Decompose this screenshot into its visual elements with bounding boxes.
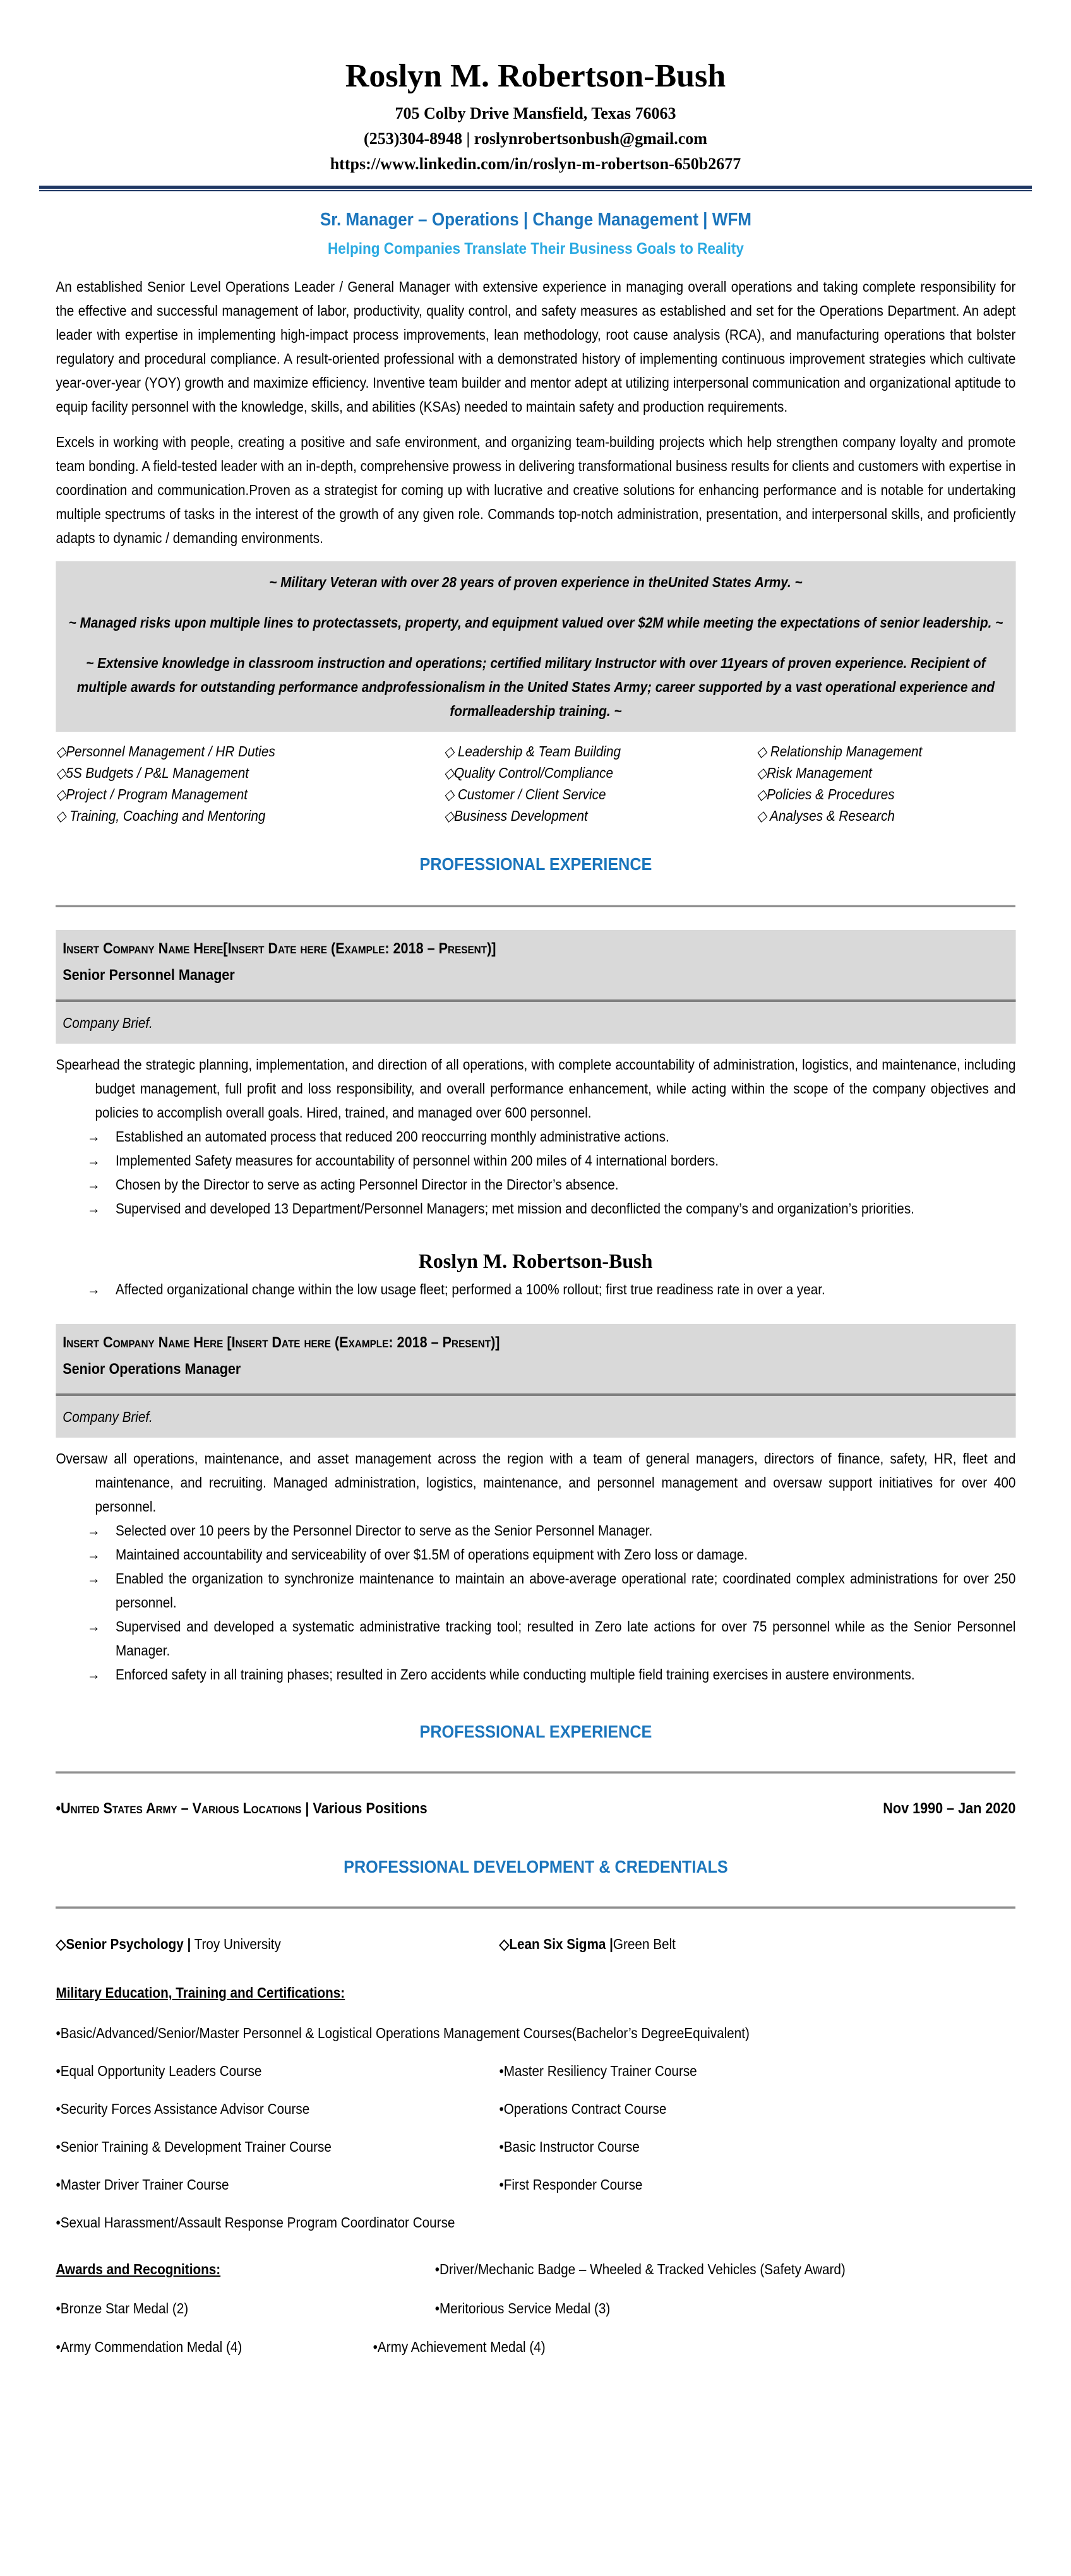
header-divider — [39, 186, 1032, 191]
credential-detail: Troy University — [190, 1936, 281, 1952]
award-row — [56, 2299, 1015, 2317]
skill-item: ◇Business Development — [443, 808, 588, 824]
skill-item: ◇ Leadership & Team Building — [443, 743, 621, 760]
award-item: •Bronze Star Medal (2) — [56, 2300, 188, 2317]
job-bullet — [56, 1124, 1015, 1148]
job-header-block — [56, 930, 1015, 1044]
company-name-line: Insert Company Name Here[Insert Date here (Example: 2018 – Present)] — [62, 940, 496, 957]
course-row — [56, 2063, 1015, 2079]
awards-heading: Awards and Recognitions: — [56, 2261, 220, 2277]
skill-item: ◇Project / Program Management — [56, 786, 248, 802]
award-item: •Driver/Mechanic Badge – Wheeled & Tracked Vehicles (Safety Award) — [434, 2261, 846, 2277]
military-education-heading: Military Education, Training and Certifications: — [56, 1984, 345, 2001]
course-item: •Operations Contract Course — [499, 2101, 666, 2117]
skills-grid — [56, 741, 1015, 826]
job-bullet-text: Enabled the organization to synchronize maintenance to maintain an above-average operational rate; coordinated complex administrations for over 250 personnel. — [115, 1570, 1016, 1611]
credentials-row — [56, 1935, 1015, 1953]
job-bullet — [56, 1148, 1015, 1172]
section-title-experience: PROFESSIONAL EXPERIENCE — [419, 854, 652, 874]
credential-title: ◇Lean Six Sigma | — [499, 1936, 613, 1952]
arrow-bullet-icon: → — [87, 1522, 100, 1539]
job-divider — [56, 999, 1015, 1002]
army-org: •United States Army – Various Locations — [56, 1800, 301, 1817]
course-item: •Master Resiliency Trainer Course — [499, 2063, 697, 2079]
arrow-bullet-icon: → — [87, 1281, 100, 1297]
job-bullet — [56, 1542, 1015, 1566]
award-item: •Army Achievement Medal (4) — [373, 2339, 546, 2355]
course-row — [56, 2176, 1015, 2193]
summary-paragraph-2: Excels in working with people, creating a positive and safe environment, and organizing team-building projects which help strengthen company loyalty and promote team bonding. A field-tested leader with an in-depth, comprehensive prowess in delivering transformational business results for clients and customers with expertise in coordination and communication.Proven as a strategist for coming up with lucrative and creative solutions for enhancing performance and is notable for undertaking multiple spectrums of tasks in the interest of the growth of any given role. Commands top-notch administration, presentation, and interpersonal skills, and proficiently adapts to dynamic / demanding environments. — [56, 434, 1016, 546]
page-header-name: Roslyn M. Robertson-Bush — [418, 1249, 653, 1272]
course-item: •Basic Instructor Course — [499, 2138, 640, 2155]
arrow-bullet-icon: → — [87, 1128, 100, 1145]
job-bullet-text: Established an automated process that reduced 200 reoccurring monthly administrative actions. — [115, 1128, 669, 1145]
award-item: •Army Commendation Medal (4) — [56, 2339, 242, 2355]
arrow-bullet-icon: → — [87, 1176, 100, 1193]
credential-title: ◇Senior Psychology | — [56, 1936, 191, 1952]
company-brief-label: Company Brief. — [62, 1409, 153, 1425]
arrow-bullet-icon: → — [87, 1200, 100, 1217]
course-item: •Basic/Advanced/Senior/Master Personnel & Logistical Operations Management Courses(Bachelor’s DegreeEquivalent) — [56, 2025, 750, 2041]
job-title: Senior Personnel Manager — [62, 967, 235, 984]
phone-email-line: (253)304-8948 | roslynrobertsonbush@gmail.com — [364, 129, 707, 148]
section-title-development: PROFESSIONAL DEVELOPMENT & CREDENTIALS — [343, 1857, 728, 1876]
highlight-item: ~ Military Veteran with over 28 years of proven experience in theUnited States Army. ~ — [268, 574, 803, 590]
linkedin-url: https://www.linkedin.com/in/roslyn-m-robertson-650b2677 — [330, 155, 741, 173]
job-bullet-text: Maintained accountability and serviceability of over $1.5M of operations equipment with Zero loss or damage. — [115, 1546, 748, 1563]
job-bullet — [56, 1518, 1015, 1542]
awards-section — [56, 2260, 1015, 2356]
army-position — [56, 1799, 427, 1819]
highlight-item: ~ Extensive knowledge in classroom instruction and operations; certified military Instructor with over 11years of proven experience. Recipient of multiple awards for outstanding performance andprofessionalism in the United States Army; career supported by a vast operational experience and formalleadership training. ~ — [76, 655, 995, 719]
skill-item: ◇ Customer / Client Service — [443, 786, 606, 802]
job-bullet-text: Affected organizational change within the low usage fleet; performed a 100% rollout; first true readiness rate in over a year. — [115, 1281, 825, 1297]
job-summary-paragraph: Spearhead the strategic planning, implementation, and direction of all operations, with complete accountability of administration, logistics, and maintenance, including budget management, full profit and loss responsibility, and overall performance enhancement, while acting within the scope of the company objectives and policies to accomplish overall goals. Hired, trained, and managed over 600 personnel. — [56, 1056, 1016, 1121]
arrow-bullet-icon: → — [87, 1570, 100, 1587]
army-experience-row — [56, 1799, 1015, 1819]
job-bullet — [56, 1662, 1015, 1686]
job-summary-paragraph: Oversaw all operations, maintenance, and asset management across the region with a team of general managers, directors of finance, safety, HR, fleet and maintenance, and recruiting. Managed administration, logistics, maintenance, and personnel management and oversaw support initiatives for over 400 personnel. — [56, 1450, 1016, 1515]
arrow-bullet-icon: → — [87, 1618, 100, 1635]
job-bullet — [56, 1566, 1015, 1614]
credential-item — [499, 1935, 675, 1953]
course-item: •Equal Opportunity Leaders Course — [56, 2063, 262, 2079]
section-divider — [56, 1906, 1015, 1909]
skill-item: ◇ Relationship Management — [756, 743, 922, 760]
job-divider — [56, 1393, 1015, 1396]
course-item: •Security Forces Assistance Advisor Course — [56, 2101, 309, 2117]
award-row — [56, 2338, 1015, 2356]
arrow-bullet-icon: → — [87, 1546, 100, 1563]
job-bullet — [56, 1172, 1015, 1196]
job-bullet — [56, 1277, 1015, 1301]
headline: Sr. Manager – Operations | Change Management | WFM — [320, 210, 751, 230]
address-line: 705 Colby Drive Mansfield, Texas 76063 — [395, 104, 676, 122]
course-item: •Senior Training & Development Trainer Course — [56, 2138, 332, 2155]
section-title-experience: PROFESSIONAL EXPERIENCE — [419, 1722, 652, 1741]
job-bullet — [56, 1196, 1015, 1220]
skill-item: ◇Policies & Procedures — [756, 786, 895, 802]
company-name-line: Insert Company Name Here [Insert Date here (Example: 2018 – Present)] — [62, 1334, 500, 1351]
highlights-block — [56, 561, 1015, 732]
award-row — [56, 2260, 1015, 2279]
job-bullet-text: Implemented Safety measures for accountability of personnel within 200 miles of 4 international borders. — [115, 1152, 719, 1169]
candidate-name: Roslyn M. Robertson-Bush — [345, 58, 726, 94]
job-title: Senior Operations Manager — [62, 1361, 241, 1378]
course-item: •First Responder Course — [499, 2176, 642, 2193]
skill-item: ◇Quality Control/Compliance — [443, 765, 613, 781]
skill-item: ◇ Analyses & Research — [756, 808, 895, 824]
job-bullet — [56, 1614, 1015, 1662]
credential-detail: Green Belt — [613, 1936, 676, 1952]
job-bullet-text: Supervised and developed a systematic administrative tracking tool; resulted in Zero late actions for over 75 personnel while as the Senior Personnel Manager. — [115, 1618, 1016, 1659]
section-divider — [56, 905, 1015, 907]
award-item: •Meritorious Service Medal (3) — [434, 2300, 610, 2317]
arrow-bullet-icon: → — [87, 1666, 100, 1683]
course-row — [56, 2138, 1015, 2155]
company-brief-label: Company Brief. — [62, 1015, 153, 1031]
course-row — [56, 2101, 1015, 2117]
job-bullet-text: Enforced safety in all training phases; resulted in Zero accidents while conducting multiple field training exercises in austere environments. — [115, 1666, 915, 1683]
course-item: •Sexual Harassment/Assault Response Program Coordinator Course — [56, 2214, 455, 2231]
skill-item: ◇5S Budgets / P&L Management — [56, 765, 249, 781]
job-header-block — [56, 1324, 1015, 1438]
section-divider — [56, 1771, 1015, 1774]
job-bullet-text: Selected over 10 peers by the Personnel Director to serve as the Senior Personnel Manager. — [115, 1522, 652, 1539]
summary-paragraph-1: An established Senior Level Operations Leader / General Manager with extensive experience in managing overall operations and taking complete responsibility for the effective and successful management of labor, productivity, quality control, and safety measures as established and set for the Operations Department. An adept leader with expertise in implementing high-impact process improvements, lean methodology, root cause analysis (RCA), and manufacturing operations that bolster regulatory and procedural compliance. A result-oriented professional with a demonstrated history of implementing continuous improvement strategies which cultivate year-over-year (YOY) growth and maximize efficiency. Inventive team builder and mentor adept at utilizing interpersonal communication and organizational aptitude to equip facility personnel with the knowledge, skills, and abilities (KSAs) needed to maintain safety and production requirements. — [56, 278, 1016, 415]
skill-item: ◇ Training, Coaching and Mentoring — [56, 808, 265, 824]
job-bullet-text: Supervised and developed 13 Department/Personnel Managers; met mission and deconflicted the company’s and organization’s priorities. — [115, 1200, 914, 1217]
highlight-item: ~ Managed risks upon multiple lines to protectassets, property, and equipment valued over $2M while meeting the expectations of senior leadership. ~ — [68, 614, 1003, 631]
tagline: Helping Companies Translate Their Business Goals to Reality — [327, 240, 744, 258]
skill-item: ◇Personnel Management / HR Duties — [56, 743, 275, 760]
skill-item: ◇Risk Management — [756, 765, 872, 781]
credential-item — [56, 1935, 499, 1953]
army-dates: Nov 1990 – Jan 2020 — [882, 1800, 1016, 1817]
job-bullet-text: Chosen by the Director to serve as acting Personnel Director in the Director’s absence. — [115, 1176, 619, 1193]
arrow-bullet-icon: → — [87, 1152, 100, 1169]
army-position-label: | Various Positions — [301, 1800, 428, 1817]
course-item: •Master Driver Trainer Course — [56, 2176, 229, 2193]
